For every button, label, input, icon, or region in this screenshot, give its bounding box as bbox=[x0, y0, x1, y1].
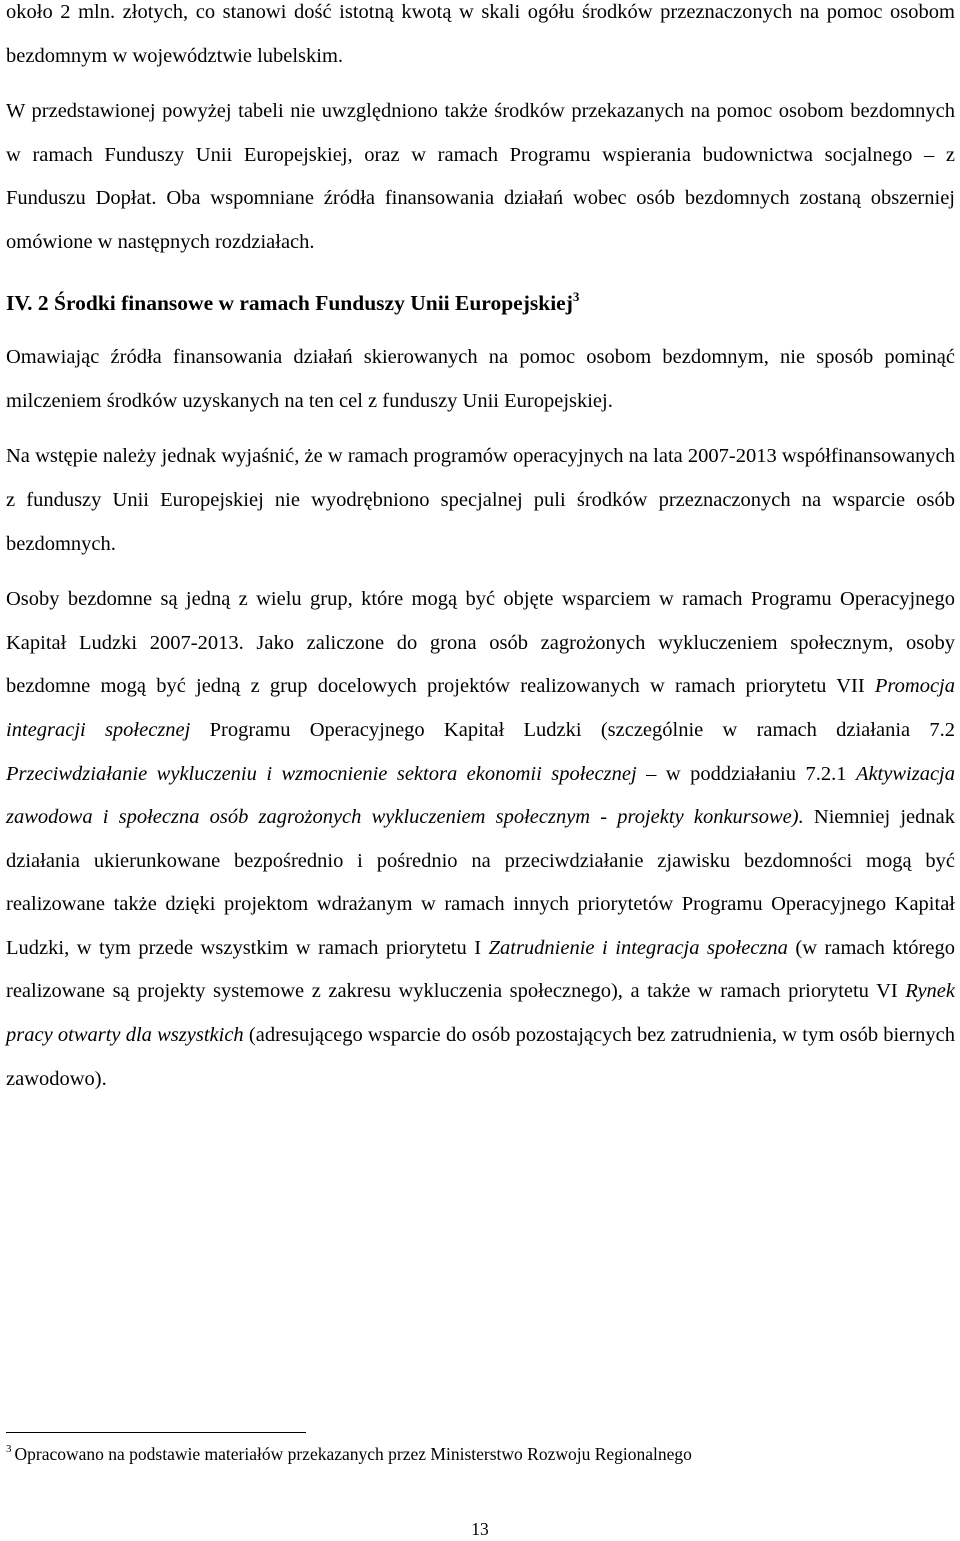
page-number: 13 bbox=[471, 1519, 489, 1539]
text-run: Omawiając źródła finansowania działań skierowanych na pomoc osobom bezdomnym, nie sposób pominąć milczeniem środków uzyskanych na ten cel z funduszy Unii Europejskiej. bbox=[6, 346, 955, 412]
text-run: W przedstawionej powyżej tabeli nie uwzględniono także środków przekazanych na pomoc osobom bezdomnych w ramach Funduszy Unii Europejskiej, oraz w ramach Programu wspierania budownictwa socjalnego – z Funduszu Dopłat. Oba wspomniane źródła finansowania działań wobec osób bezdomnych zostaną obszerniej omówione w następnych rozdziałach. bbox=[6, 100, 955, 253]
italic-run: Promocja integracji społecznej bbox=[6, 675, 955, 741]
text-run: Programu Operacyjnego Kapitał Ludzki (szczególnie w ramach działania 7.2 bbox=[190, 718, 955, 741]
paragraph-p2 bbox=[6, 336, 955, 423]
paragraph-p3 bbox=[6, 435, 955, 566]
footnote-reference: 3 bbox=[572, 288, 580, 304]
text-run: Na wstępie należy jednak wyjaśnić, że w ramach programów operacyjnych na lata 2007-2013 współfinansowanych z funduszy Unii Europejskiej nie wyodrębniono specjalnej puli środków przeznaczonych na wsparcie osób bezdomnych. bbox=[6, 445, 955, 555]
footnote-separator bbox=[6, 1432, 306, 1433]
italic-run: Zatrudnienie i integracja społeczna bbox=[488, 936, 788, 959]
footnote bbox=[6, 1442, 692, 1466]
paragraph-p1 bbox=[6, 90, 955, 264]
text-run: Niemniej jednak działania ukierunkowane bezpośrednio i pośrednio na przeciwdziałanie zjawisku bezdomności mogą być realizowane także dzięki projektom wdrażanym w ramach innych priorytetów Programu Operacyjnego Kapitał Ludzki, w tym przede wszystkim w ramach priorytetu I bbox=[6, 806, 955, 959]
footnote-text: Opracowano na podstawie materiałów przekazanych przez Ministerstwo Rozwoju Regionalnego bbox=[14, 1444, 692, 1464]
text-run: (adresującego wsparcie do osób pozostających bez zatrudnienia, w tym osób biernych zawodowo). bbox=[6, 1024, 955, 1090]
section-heading-text: IV. 2 Środki finansowe w ramach Funduszy Unii Europejskiej bbox=[6, 290, 573, 315]
text-run: – w poddziałaniu 7.2.1 bbox=[636, 762, 856, 785]
italic-run: Przeciwdziałanie wykluczeniu i wzmocnienie sektora ekonomii społecznej bbox=[6, 762, 637, 785]
paragraph-p0 bbox=[6, 0, 955, 78]
text-run: (w ramach którego realizowane są projekty systemowe z zakresu wykluczenia społecznego), a także w ramach priorytetu VI bbox=[6, 936, 955, 1003]
paragraph-p4 bbox=[6, 578, 955, 1101]
text-run: około 2 mln. złotych, co stanowi dość istotną kwotą w skali ogółu środków przeznaczonych na pomoc osobom bezdomnym w województwie lubelskim. bbox=[6, 1, 955, 67]
section-heading bbox=[6, 282, 955, 326]
body-text-after-heading bbox=[6, 336, 955, 1101]
italic-run: Aktywizacja zawodowa i społeczna osób zagrożonych wykluczeniem społecznym - projekty konkursowe). bbox=[6, 762, 955, 829]
footnote-marker: 3 bbox=[6, 1443, 12, 1455]
text-run: Osoby bezdomne są jedną z wielu grup, które mogą być objęte wsparciem w ramach Programu Operacyjnego Kapitał Ludzki 2007-2013. Jako zaliczone do grona osób zagrożonych wykluczeniem społecznym, osoby bezdomne mogą być jedną z grup docelowych projektów realizowanych w ramach priorytetu VII bbox=[6, 588, 955, 698]
italic-run: Rynek pracy otwarty dla wszystkich bbox=[6, 980, 955, 1047]
body-text-before-heading bbox=[6, 0, 955, 265]
document-page bbox=[6, 0, 955, 1101]
